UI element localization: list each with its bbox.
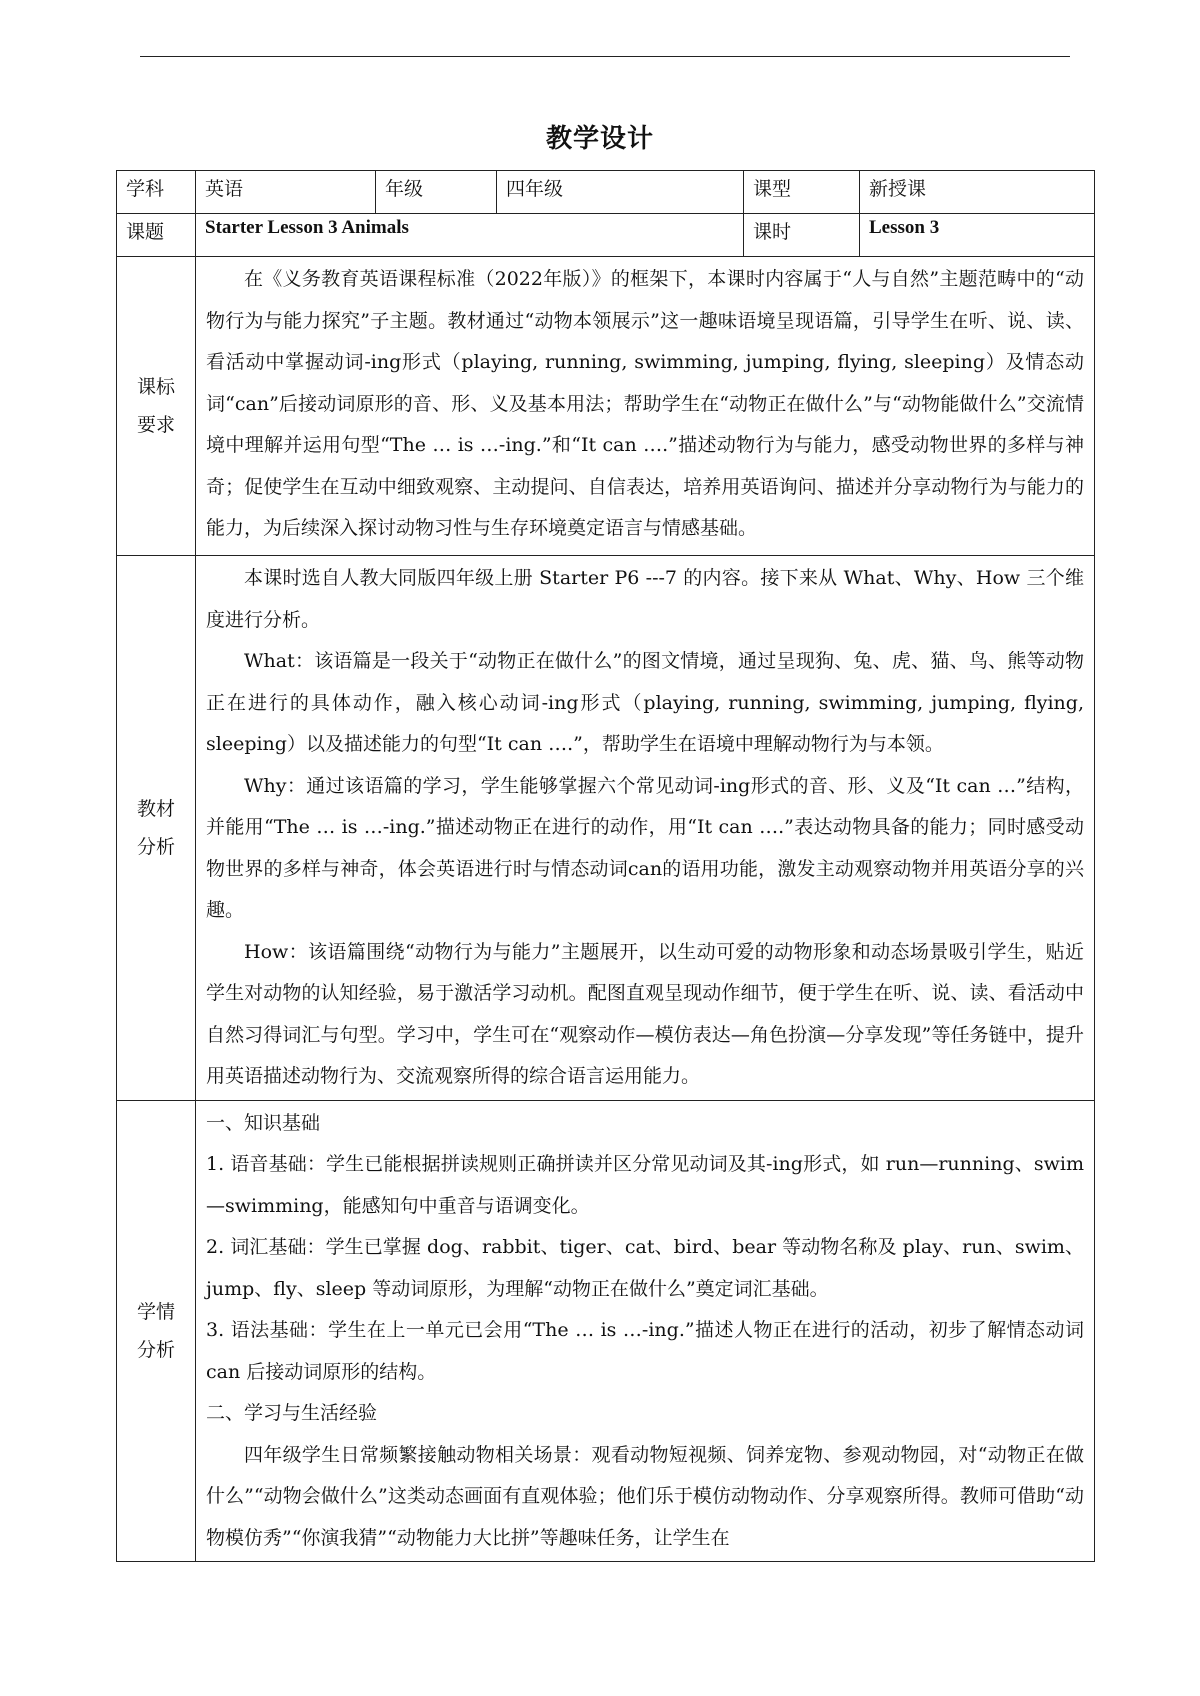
learners-item-grammar: 3. 语法基础：学生在上一单元已会用“The … is …-ing.”描述人物正在进行的活动，初步了解情态动词 can 后接动词原形的结构。 (206, 1319, 1084, 1383)
material-paragraph-why: Why：通过该语篇的学习，学生能够掌握六个常见动词-ing形式的音、形、义及“It can …”结构，并能用“The … is …-ing.”描述动物正在进行的动作，用“It can ….”表达动物具备的能力；同时感受动物世界的多样与神奇，体会英语进行时与情态动词can的语用功能，激发主动观察动物并用英语分享的兴趣。 (206, 774, 1084, 921)
learners-row (117, 1100, 1095, 1562)
document-title: 教学设计 (545, 124, 654, 154)
learners-label-line-2: 分析 (136, 1338, 175, 1361)
learners-content (196, 1100, 1095, 1562)
learners-label (117, 1100, 196, 1562)
lesson-plan-table (116, 170, 1095, 1562)
material-paragraph-how: How：该语篇围绕“动物行为与能力”主题展开，以生动可爱的动物形象和动态场景吸引学生，贴近学生对动物的认知经验，易于激活学习动机。配图直观呈现动作细节，便于学生在听、说、读、看活动中自然习得词汇与句型。学习中，学生可在“观察动作—模仿表达—角色扮演—分享发现”等任务链中，提升用英语描述动物行为、交流观察所得的综合语言运用能力。 (206, 940, 1084, 1087)
material-label-line-1: 教材 (136, 797, 175, 820)
curriculum-label-line-1: 课标 (136, 376, 175, 398)
period-label: 课时 (744, 214, 860, 257)
learners-label-line-1: 学情 (136, 1300, 175, 1323)
subject-value: 英语 (196, 171, 376, 214)
material-label (117, 556, 196, 1101)
topic-value: Starter Lesson 3 Animals (196, 214, 744, 257)
curriculum-paragraph: 在《义务教育英语课程标准（2022年版）》的框架下，本课时内容属于“人与自然”主题范畴中的“动物行为与能力探究”子主题。教材通过“动物本领展示”这一趣味语境呈现语篇，引导学生在听、说、读、看活动中掌握动词-ing形式（playing, running, swimming, jumping, flying, sleeping）及情态动词“can”后接动词原形的音、形、义及基本用法；帮助学生在“动物正在做什么”与“动物能做什么”交流情境中理解并运用句型“The … is …-ing.”和“It can ….”描述动物行为与能力，感受动物世界的多样与神奇；促使学生在互动中细致观察、主动提问、自信表达，培养用英语询问、描述并分享动物行为与能力的能力，为后续深入探讨动物习性与生存环境奠定语言与情感基础。 (206, 268, 1084, 539)
curriculum-content (196, 257, 1095, 556)
learners-paragraph-experience: 四年级学生日常频繁接触动物相关场景：观看动物短视频、饲养宠物、参观动物园，对“动物正在做什么”“动物会做什么”这类动态画面有直观体验；他们乐于模仿动物动作、分享观察所得。教师可借助“动物模仿秀”“你演我猜”“动物能力大比拼”等趣味任务，让学生在 (206, 1443, 1084, 1549)
curriculum-row (117, 257, 1095, 556)
period-value: Lesson 3 (860, 214, 1095, 257)
learners-item-phonics: 1. 语音基础：学生已能根据拼读规则正确拼读并区分常见动词及其-ing形式，如 run—running、swim—swimming，能感知句中重音与语调变化。 (206, 1153, 1084, 1217)
type-value: 新授课 (860, 171, 1095, 214)
learners-heading-knowledge: 一、知识基础 (206, 1111, 321, 1134)
topic-label: 课题 (117, 214, 196, 257)
grade-label: 年级 (376, 171, 497, 214)
material-paragraph-what: What：该语篇是一段关于“动物正在做什么”的图文情境，通过呈现狗、兔、虎、猫、鸟、熊等动物正在进行的具体动作，融入核心动词-ing形式（playing, running, swimming, jumping, flying, sleeping）以及描述能力的句型“It can ….”，帮助学生在语境中理解动物行为与本领。 (206, 650, 1084, 755)
grade-value: 四年级 (497, 171, 744, 214)
header-rule (140, 56, 1070, 57)
meta-row-2 (117, 214, 1095, 257)
material-label-line-2: 分析 (136, 835, 175, 858)
material-row (117, 556, 1095, 1101)
learners-item-vocabulary: 2. 词汇基础：学生已掌握 dog、rabbit、tiger、cat、bird、bear 等动物名称及 play、run、swim、jump、fly、sleep 等动词原形，为理解“动物正在做什么”奠定词汇基础。 (206, 1236, 1084, 1300)
curriculum-label-line-2: 要求 (136, 414, 175, 436)
type-label: 课型 (744, 171, 860, 214)
material-content (196, 556, 1095, 1101)
curriculum-label (117, 257, 196, 556)
meta-row-1 (117, 171, 1095, 214)
learners-heading-experience: 二、学习与生活经验 (206, 1402, 378, 1424)
subject-label: 学科 (117, 171, 196, 214)
material-paragraph-intro: 本课时选自人教大同版四年级上册 Starter P6 ---7 的内容。接下来从 What、Why、How 三个维度进行分析。 (206, 567, 1084, 631)
